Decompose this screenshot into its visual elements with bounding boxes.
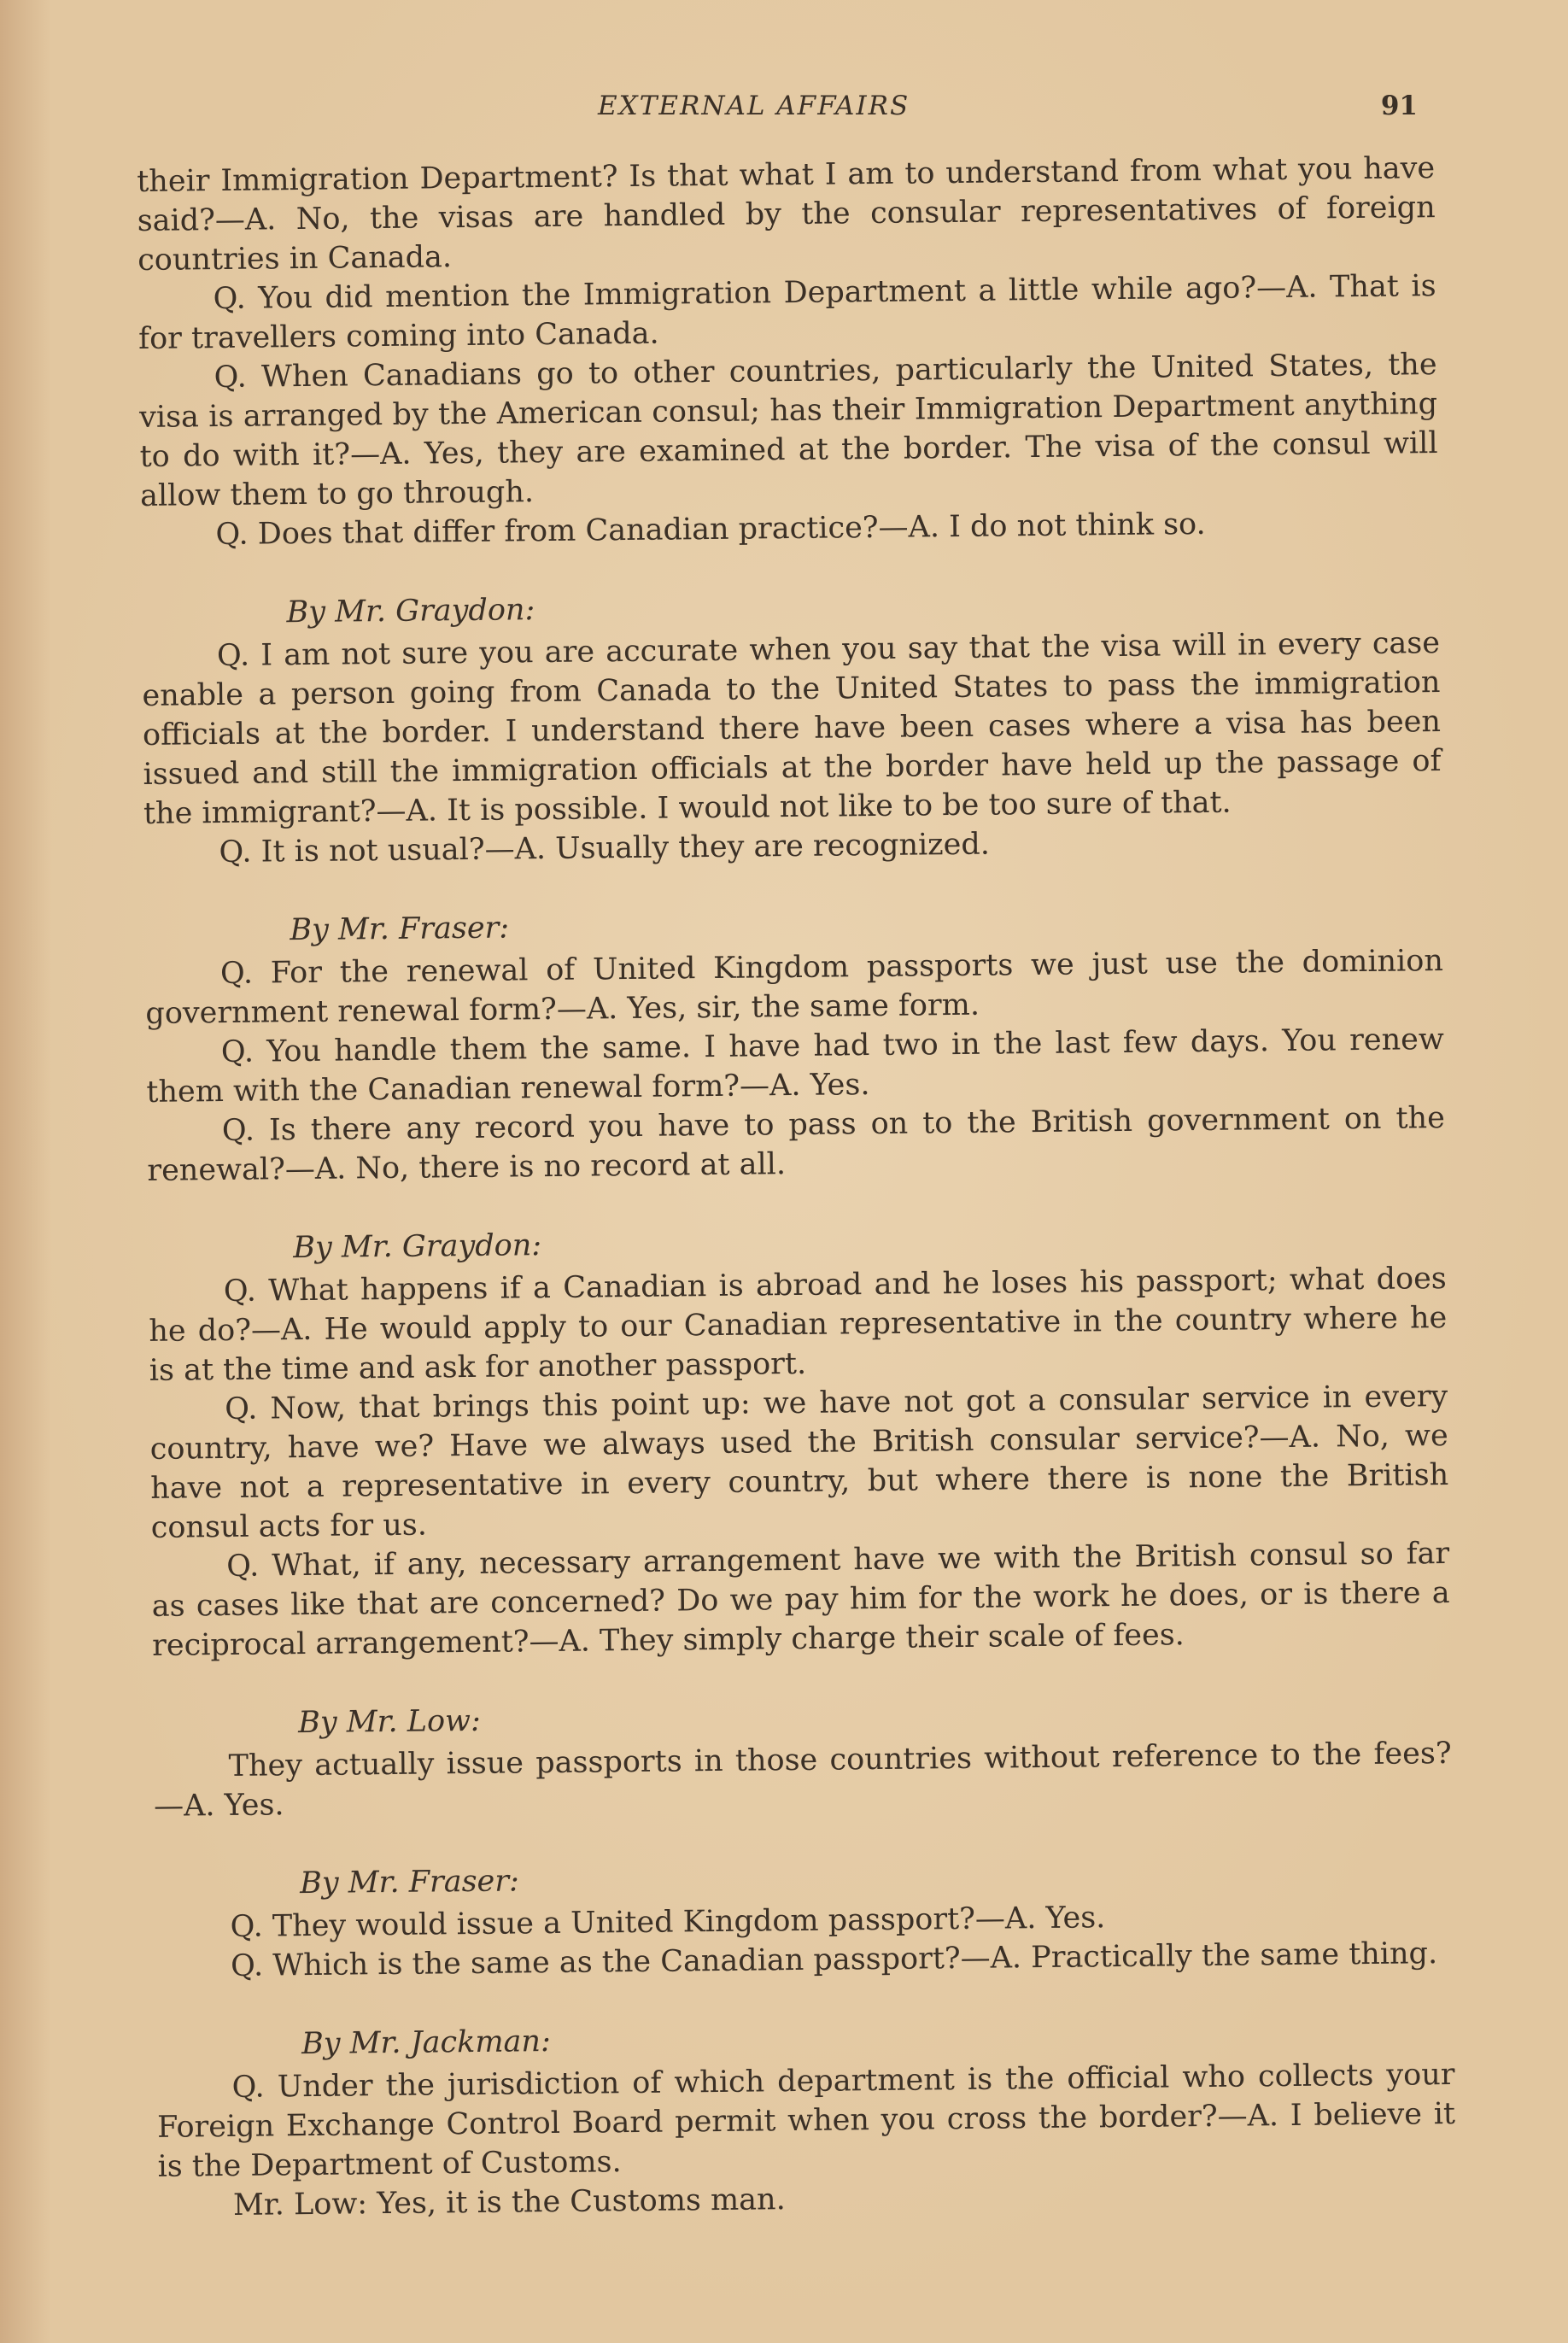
speaker-heading: By Mr. Fraser: xyxy=(299,1864,519,1901)
paragraph: Q. When Canadians go to other countries, particularly the United States, the visa is arranged by the American consul; has their Immigration Department anything to do with it?—A. Yes, they are examined at the border. The visa of the consul will allow them to go through. xyxy=(138,348,1438,513)
paragraph: Q. Now, that brings this point up: we have not got a consular service in every country, have we? Have we always used the British consular service?—A. No, we have not a representative in every country, but where there is none the British consul acts for us. xyxy=(149,1379,1449,1545)
paragraph: Q. You handle them the same. I have had two in the last few days. You renew them with the Canadian renewal form?—A. Yes. xyxy=(146,1022,1445,1110)
page-header xyxy=(137,91,1418,142)
page-number: 91 xyxy=(1380,91,1418,121)
paragraph: Mr. Low: Yes, it is the Customs man. xyxy=(232,2182,786,2223)
body-text xyxy=(137,149,1456,2226)
paragraph: their Immigration Department? Is that what I am to understand from what you have said?—A. No, the visas are handled by the consular representatives of foreign countries in Canada. xyxy=(137,151,1436,278)
speaker-heading: By Mr. Graydon: xyxy=(286,593,535,630)
running-head: EXTERNAL AFFAIRS xyxy=(598,91,910,121)
paragraph: Q. I am not sure you are accurate when you say that the visa will in every case enable a person going from Canada to the United States to pass the immigration officials at the border. I understand there have been cases where a visa has been issued and still the immigration officials at the border have held up the passage of the immigrant?—A. It is possible. I would not like to be too sure of that. xyxy=(142,626,1442,831)
paragraph: Q. You did mention the Immigration Department a little while ago?—A. That is for travellers coming into Canada. xyxy=(137,269,1436,356)
paragraph: They actually issue passports in those countries without reference to the fees?—A. Yes. xyxy=(153,1736,1452,1824)
speaker-heading: By Mr. Jackman: xyxy=(301,2024,551,2062)
paragraph: Q. Under the jurisdiction of which department is the official who collects your Foreign Exchange Control Board permit when you cross the border?—A. I believe it is the Department of Customs. xyxy=(156,2057,1456,2184)
speaker-heading: By Mr. Fraser: xyxy=(290,911,510,948)
speaker-heading: By Mr. Low: xyxy=(297,1703,482,1741)
paragraph: Q. What happens if a Canadian is abroad and he loses his passport; what does he do?—A. He would apply to our Canadian representative in the country where he is at the time and ask for another passport. xyxy=(149,1262,1448,1388)
speaker-heading: By Mr. Graydon: xyxy=(293,1228,542,1266)
paragraph: Q. Is there any record you have to pass on to the British government on the renewal?—A. No, there is no record at all. xyxy=(147,1101,1446,1188)
paragraph: Q. What, if any, necessary arrangement have we with the British consul so far as cases like that are concerned? Do we pay him for the work he does, or is there a reciprocal arrangement?—A. They simply charge their scale of fees. xyxy=(151,1536,1450,1663)
paragraph: Q. Does that differ from Canadian practice?—A. I do not think so. xyxy=(215,507,1206,553)
paragraph: Q. Which is the same as the Canadian passport?—A. Practically the same thing. xyxy=(230,1936,1438,1983)
paragraph: Q. For the renewal of United Kingdom passports we just use the dominion government renewal form?—A. Yes, sir, the same form. xyxy=(145,944,1444,1031)
paragraph: Q. It is not usual?—A. Usually they are recognized. xyxy=(219,827,991,870)
paragraph: Q. They would issue a United Kingdom passport?—A. Yes. xyxy=(230,1901,1106,1944)
